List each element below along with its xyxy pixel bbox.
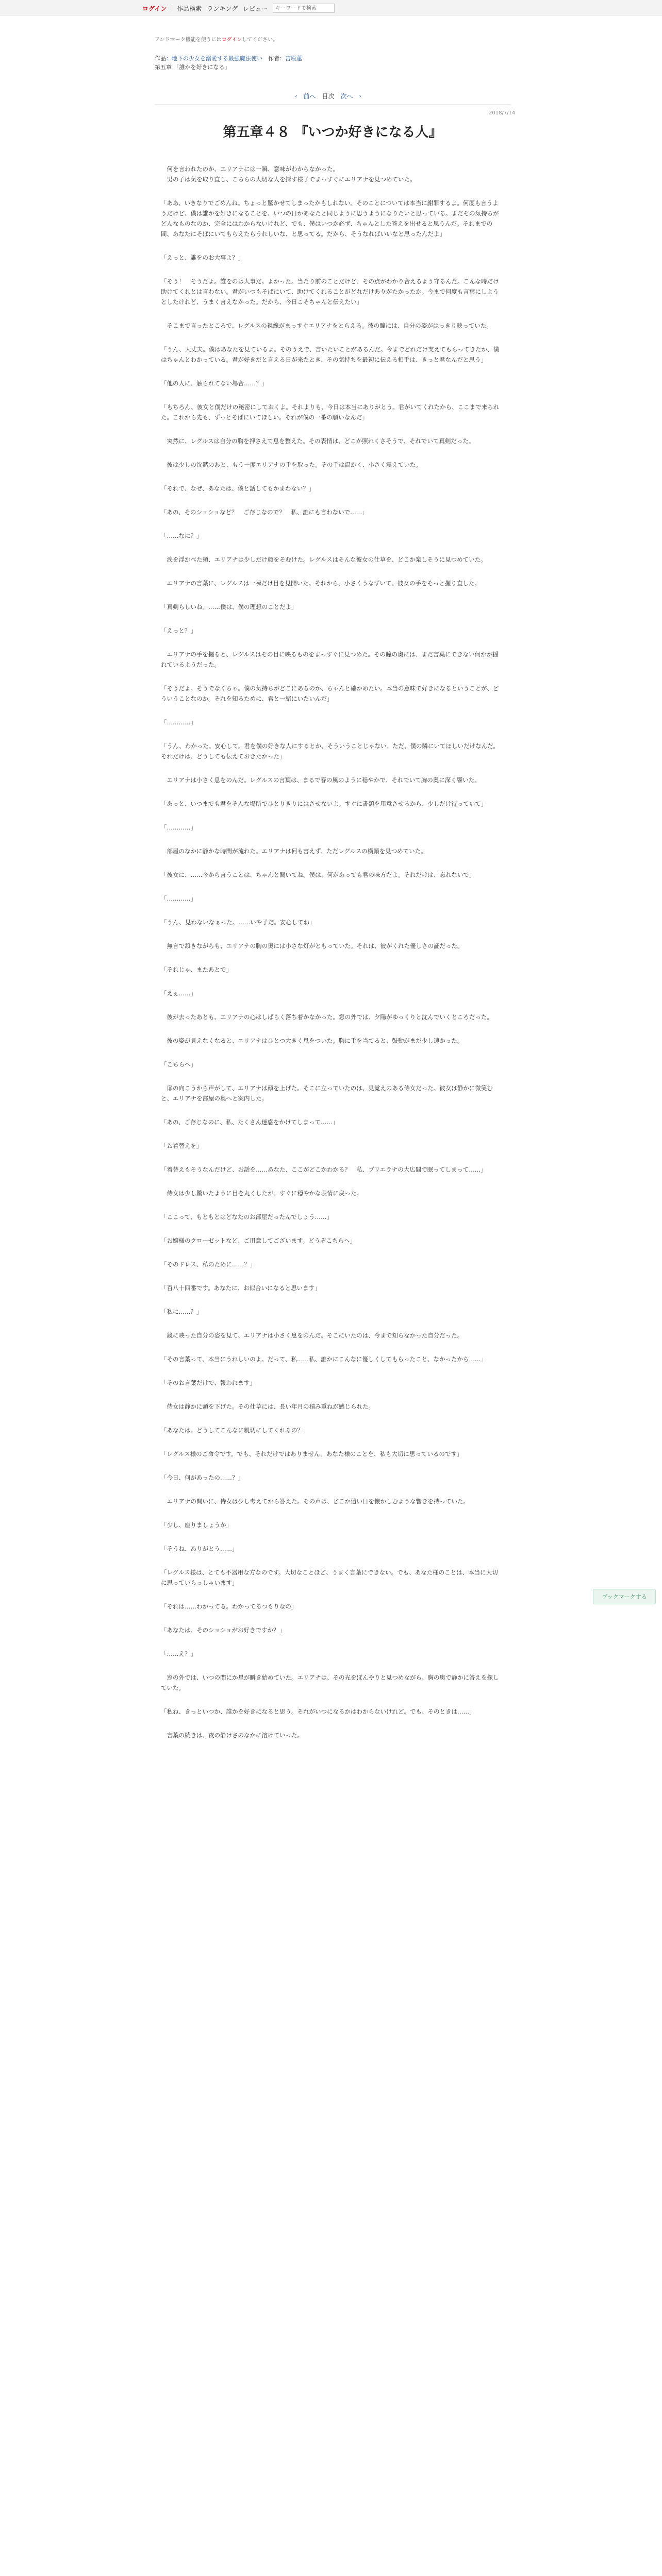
article-paragraph: 「うん、大丈夫。僕はあなたを見ているよ。そのうえで、言いたいことがあるんだ。今までどれだけ支えてもらってきたか、僕はちゃんとわかっている。君が好きだと言える日が来たとき、その気持ちを最初に伝える相手は、きっと君なんだと思う」 [161,346,499,363]
top-navigation-inner [142,3,335,13]
nav-link-ranking[interactable]: ランキング [207,5,238,12]
article-paragraph: 「うん、見わないなぁった。……いや子だ。安心してね」 [161,919,316,926]
article-paragraph: エリアナの問いに、侍女は少し考えてから答えた。その声は、どこか遠い日を懐かしむような響きを持っていた。 [161,1498,469,1505]
article-paragraph: 扉の向こうから声がして、エリアナは顔を上げた。そこに立っていたのは、見覚えのある侍女だった。彼女は静かに微笑むと、エリアナを部屋の奥へと案内した。 [161,1084,493,1102]
article-paragraph: 「…………」 [161,824,196,831]
article-paragraph: 「私ね、きっといつか、誰かを好きになると思う。それがいつになるかはわからないけれど。でも、そのときは……」 [161,1708,475,1715]
article-paragraph: 「あの、ご存じなのに、私、たくさん迷惑をかけてしまって……」 [161,1118,339,1126]
article-paragraph: 彼が去ったあとも、エリアナの心はしばらく落ち着かなかった。窓の外では、夕陽がゆっくりと沈んでいくところだった。 [161,1013,493,1021]
article-paragraph: 窓の外では、いつの間にか星が瞬き始めていた。エリアナは、その光をぼんやりと見つめながら、胸の奥で静かに答えを探していた。 [161,1674,499,1691]
chapter-name: 第五章 「誰かを好きになる」 [155,64,230,71]
article-body [161,164,501,1754]
article-paragraph: 「こちらへ」 [161,1061,196,1068]
article-paragraph: 「あなたは、どうしてこんなに親切にしてくれるの？」 [161,1427,309,1434]
article-paragraph: 「ああ、いきなりでごめんね。ちょっと驚かせてしまったかもしれない。そのことについては本当に謝罪するよ。何度も言うようだけど、僕は誰かを好きになることを、いつの日かあなたと同じように思うようになりたいと思っている。まだその気持ちがどんなものなのか、完全にはわからないけれど、でも、僕はいつか必ず、ちゃんとした答えを出せると思うんだ。それまでの間、あなたにそばにいてもらえたらうれしいな、と思ってる。だから、そうなればいいなと思ったんだよ」 [161,199,499,238]
article-paragraph: 無言で頷きながらも、エリアナの胸の奥には小さな灯がともっていた。それは、彼がくれた優しさの証だった。 [161,942,464,950]
article-paragraph: 「うん、わかった。安心して。君を僕の好きな人にするとか、そういうことじゃない。ただ、僕の隣にいてほしいだけなんだ。それだけは、どうしても伝えておきたかった」 [161,742,499,760]
article-paragraph: 「その言葉って、本当にうれしいのよ。だって、私……私、誰かにこんなに優しくしてもらったこと、なかったから……」 [161,1355,487,1363]
next-link[interactable]: 次へ [340,93,353,100]
bookmark-button[interactable]: ブックマークする [593,1589,656,1604]
next-arrow-icon: › [359,93,361,99]
series-label: 作品 [155,55,166,62]
article-paragraph: 「レグルス様のご命令です。でも、それだけではありません。あなた様のことを、私も大切に思っているのです」 [161,1450,463,1458]
chapter-pager [292,92,365,100]
article-paragraph: 突然に、レグルスは自分の胸を押さえて息を整えた。その表情は、どこか照れくさそうで、それでいて真剣だった。 [161,437,475,445]
article-paragraph: 「それで、なぜ、あなたは、僕と話してもかまわない？」 [161,485,315,492]
article-paragraph: 「百八十四番です。あなたに、お似合いになると思います」 [161,1284,321,1292]
index-link[interactable]: 目次 [322,93,335,100]
search-input[interactable] [273,4,335,13]
article-paragraph: 「そうね、ありがとう……」 [161,1545,238,1552]
article-paragraph: 「そう！ そうだよ。誰をのは大事だ。よかった。当たり前のことだけど、その点がわかり合えるよう守るんだ。こんな時だけ助けてくれとは言わない。君がいつもそばにいて、助けてくれることがどれだけありがたかったか。今まで何度も言葉にしようとしたけれど、うまく言えなかった。だから、今日こそちゃんと伝えたい」 [161,278,499,306]
page-title: 第五章４８ 『いつか好きになる人』 [223,125,442,140]
notice-login-link[interactable]: ログイン [221,37,242,43]
article-paragraph: 侍女は静かに頭を下げた。その仕草には、長い年月の積み重ねが感じられた。 [161,1403,374,1410]
article-paragraph: 侍女は少し驚いたように目を丸くしたが、すぐに穏やかな表情に戻った。 [161,1190,362,1197]
article-paragraph: 「えっと？」 [161,627,196,634]
author-label: 作者： [268,55,285,62]
article-paragraph: 「…………」 [161,719,196,726]
notice-text-before: アンドマーク機能を使うには [155,37,222,43]
breadcrumb: 作品：地下の少女を溺愛する最強魔法使い 作者：宮原蓮 第五章 「誰かを好きになる」 [155,55,302,71]
article-paragraph: 「そのドレス、私のために……？」 [161,1261,256,1268]
article-paragraph: 涙を浮かべた頬、エリアナは少しだけ顔をそむけた。レグルスはそんな彼女の仕草を、どこか楽しそうに見つめていた。 [161,556,487,563]
series-link[interactable]: 地下の少女を溺愛する最強魔法使い [172,55,262,62]
article-paragraph: 部屋のなかに静かな時間が流れた。エリアナは何も言えず、ただレグルスの横顔を見つめていた。 [161,848,427,855]
article-paragraph: 言葉の続きは、夜の静けさのなかに溶けていった。 [161,1732,303,1739]
prev-link[interactable]: 前へ [303,93,316,100]
article-paragraph: 「もちろん、彼女と僕だけの秘密にしておくよ。それよりも、今日は本当にありがとう。君がいてくれたから、ここまで来られた。これから先も、ずっとそばにいてほしい。それが僕の一番の願いなんだ」 [161,403,500,421]
prev-arrow-icon: ‹ [295,93,297,99]
article-paragraph: 鏡に映った自分の姿を見て、エリアナは小さく息をのんだ。そこにいたのは、今まで知らなかった自分だった。 [161,1332,464,1339]
article-paragraph: 「お着替えを」 [161,1142,203,1149]
article-paragraph: 「真剣らしいね。……僕は、僕の理想のことだよ」 [161,603,297,611]
article-paragraph: 「…………」 [161,895,196,902]
article-paragraph: 何を言われたのか、エリアナには一瞬、意味がわからなかった。 男の子は気を取り直し、こちらの大切な人を探す様子でまっすぐにエリアナを見つめていた。 [167,165,416,183]
article-paragraph: そこまで言ったところで、レグルスの視線がまっすぐエリアナをとらえる。彼の瞳には、自分の姿がはっきり映っていた。 [161,322,492,329]
top-navigation-bar [0,0,662,15]
nav-link-review[interactable]: レビュー [243,5,268,12]
article-paragraph: 「あの、そのショショなど？ ご存じなので？ 私、誰にも言わないで……」 [161,509,368,516]
notice-text-after: してください。 [242,37,278,43]
article-paragraph: 「お嬢様のクローゼットなど、ご用意してございます。どうぞこちらへ」 [161,1237,356,1244]
article-paragraph: 「……なに？」 [161,532,203,539]
header-divider [155,104,510,105]
article-paragraph: 「そのお言葉だけで、報われます」 [161,1379,256,1386]
post-date: 2018/7/14 [489,110,516,116]
article-paragraph: 「あなたは、そのショショがお好きですか？」 [161,1626,286,1634]
article-paragraph: 「そうだよ。そうでなくちゃ。僕の気持ちがどこにあるのか、ちゃんと確かめたい。本当の意味で好きになるということが、どういうことなのか。それを知るために、君と一緒にいたいんだ」 [161,685,499,702]
article-paragraph: 「それは……わかってる。わかってるつもりなの」 [161,1603,297,1610]
article-paragraph: 彼は少しの沈黙のあと、もう一度エリアナの手を取った。その手は温かく、小さく震えていた。 [161,461,422,468]
article-paragraph: 「少し、座りましょうか」 [161,1521,232,1529]
login-link[interactable]: ログイン [142,5,167,12]
article-paragraph: 「あっと、いつまでも君をそんな場所でひとりきりにはさせないよ。すぐに書類を用意させるから、少しだけ待っていて」 [161,800,487,807]
bookmark-notice [155,35,278,43]
author-link[interactable]: 宮原蓮 [285,55,302,62]
article-paragraph: エリアナの手を握ると、レグルスはその目に映るものをまっすぐに見つめた。その瞳の奥には、まだ言葉にできない何かが揺れているようだった。 [161,651,499,668]
article-paragraph: 「えっと、誰をのお大事よ？」 [161,254,244,261]
article-paragraph: 「私に……？」 [161,1308,203,1315]
article-paragraph: 「えぇ……」 [161,990,196,997]
article-paragraph: 「他の人に、触られてない場合……？」 [161,380,268,387]
article-paragraph: エリアナは小さく息をのんだ。レグルスの言葉は、まるで春の風のように穏やかで、それでいて胸の奥に深く響いた。 [161,776,481,784]
nav-link-search[interactable]: 作品検索 [177,5,202,12]
article-paragraph: 「着替えもそうなんだけど、お話を……あなた、ここがどこかわかる？ 私、ブリエラナの大広間で眠ってしまって……」 [161,1166,487,1173]
article-paragraph: 「今日、何があったの……？」 [161,1474,244,1481]
article-paragraph: エリアナの言葉に、レグルスは一瞬だけ目を見開いた。それから、小さくうなずいて、彼女の手をそっと握り直した。 [161,580,481,587]
article-paragraph: 「それじゃ、またあとで」 [161,966,232,973]
article-paragraph: 「……え？」 [161,1650,196,1657]
article-paragraph: 「ここって、もともとはどなたのお部屋だったんでしょう……」 [161,1213,333,1221]
article-paragraph: 「彼女に、……今から言うことは、ちゃんと聞いてね。僕は、何があっても君の味方だよ。それだけは、忘れないで」 [161,871,475,878]
article-paragraph: 彼の姿が見えなくなると、エリアナはひとつ大きく息をついた。胸に手を当てると、鼓動がまだ少し速かった。 [161,1037,464,1044]
article-paragraph: 「レグルス様は、とても不器用な方なのです。大切なことほど、うまく言葉にできない。でも、あなた様のことは、本当に大切に思っていらっしゃいます」 [161,1569,498,1586]
